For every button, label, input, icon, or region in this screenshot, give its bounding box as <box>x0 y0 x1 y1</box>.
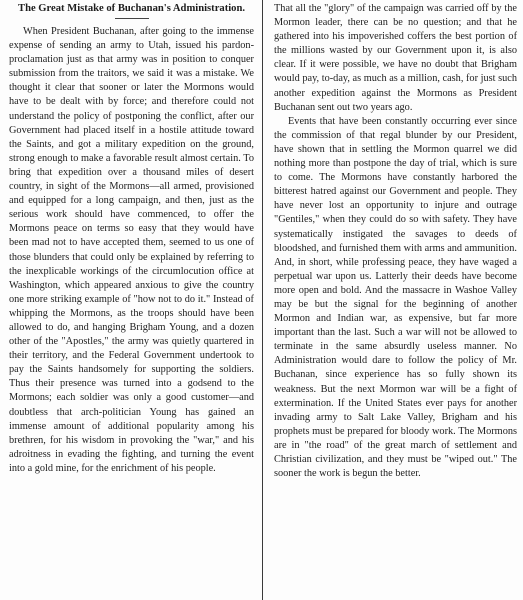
article-paragraph-2: That all the "glory" of the campaign was carried off by the Mormon leader, there can be no question; and that he gathered into his impoverished coffers the best portion of the millions wasted by our Government upon it, is also clear. If it were possible, we have no doubt that Brigham would pay, to-day, as much as a million, cash, for just such another expedition against the Mormons as President Buchanan sent out two years ago. <box>274 3 517 113</box>
headline-divider <box>115 18 149 19</box>
left-column <box>5 0 258 476</box>
article-headline: The Great Mistake of Buchanan's Administration. <box>18 3 245 14</box>
article-paragraph-1: When President Buchanan, after going to the immense expense of sending an army to Utah, issued his pardon-proclamation just as that army was in position to conquer submission from the traitors, we said it was a mistake. We thought it clear that sooner or later the Mormons would have to be dealt with by force; and therefore could not understand the policy of postponing the conflict, after our Government had placed itself in a hostile attitude toward the Saints, and got a military expedition on the ground, strong enough to make a favorable result almost certain. To bring that expedition over a thousand miles of desert country, in sight of the Mormons—all armed, provisioned and equipped for a long campaign, and then, just as the serious work should have commenced, to offer the Mormons peace on terms so easy that they would have been mad not to have accepted them, seemed to us one of those blunders that could only be explained by referring to the inexplicable workings of the circumlocution office at Washington, which appeared anxious to give the country one more striking example of "how not to do it." Instead of whipping the Mormons, as the troops should have been allowed to do, and hanging Brigham Young, and a dozen other of the "Apostles," the army was quietly quartered in their territory, and the Federal Government undertook to pay the Saints handsomely for supporting the soldiers. Thus their presence was turned into a godsend to the Mormons; each soldier was only a good customer—and doubtless that arch-politician Young has gained an immense amount of additional popularity among his brethren, for his wisdom in provoking the "war," and his adroitness in evading the fighting, and turning the event into a gold mine, for the enrichment of his people. <box>9 26 254 474</box>
right-column <box>268 0 521 481</box>
article-paragraph-3: Events that have been constantly occurring ever since the commission of that regal blunder by our President, have shown that in settling the Mormon quarrel we did nothing more than postpone the day of trial, which is sure to come. The Mormons have constantly harbored the bitterest hatred against our Government and people. They have never lost an opportunity to injure and outrage "Gentiles," when they could do so with safety. They have systematically instigated the savages to deeds of bloodshed, and furnished them with arms and ammunition. And, in short, while professing peace, they have waged a perpetual war upon us. Latterly their deeds have become more open and bold. And the massacre in Washoe Valley may be but the signal for the beginning of another Mormon and Indian war, as expensive, but far more important than the last. Such a war will not be allowed to terminate in the same absurdly useless manner. No Administration would dare to follow the policy of Mr. Buchanan, since experience has so fully shown its weakness. But the next Mormon war will be a fight of extermination. If the United States ever pays for another invading army to Salt Lake Valley, Brigham and his prophets must be prepared for bloody work. The Mormons are in "the road" of the great march of settlement and Christian civilization, and they must be "wiped out." The sooner the work is begun the better. <box>274 115 517 480</box>
column-divider <box>262 0 263 600</box>
